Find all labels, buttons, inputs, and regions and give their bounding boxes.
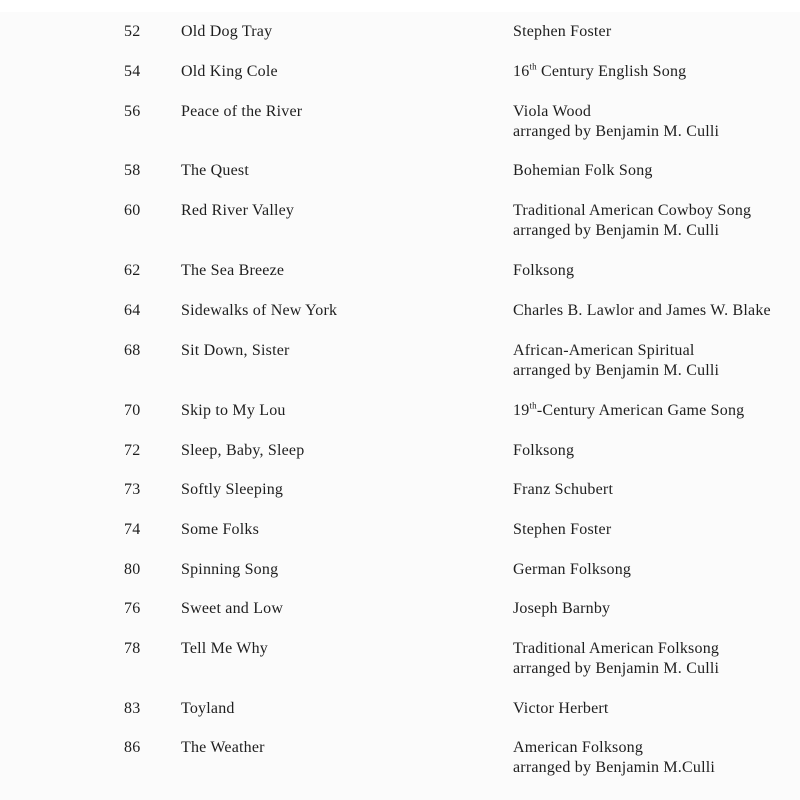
song-credit <box>513 401 744 421</box>
credit-line: African-American Spiritual <box>513 342 695 359</box>
song-title: Red River Valley <box>181 202 295 219</box>
credit-line: Stephen Foster <box>513 521 612 538</box>
song-title: The Quest <box>181 162 250 179</box>
song-credit <box>513 520 611 540</box>
credit-text: -Century American Game Song <box>536 402 745 419</box>
credit-number: 19 <box>513 402 530 419</box>
credit-line <box>513 401 744 421</box>
credit-line: Franz Schubert <box>513 481 614 498</box>
song-credit <box>513 480 613 500</box>
credit-number: 16 <box>513 63 530 80</box>
song-credit <box>513 560 631 580</box>
page-number: 76 <box>124 600 141 617</box>
page-number: 68 <box>124 342 141 359</box>
song-credit <box>513 441 574 461</box>
page-number: 62 <box>124 262 141 279</box>
credit-line: Stephen Foster <box>513 23 612 40</box>
song-credit <box>513 62 686 82</box>
song-title: Sidewalks of New York <box>181 302 338 319</box>
credit-line: Charles B. Lawlor and James W. Blake <box>513 302 771 319</box>
arranger-line: arranged by Benjamin M. Culli <box>513 362 720 379</box>
song-title: Toyland <box>181 700 235 717</box>
page-number: 60 <box>124 202 141 219</box>
arranger-line: arranged by Benjamin M. Culli <box>513 222 720 239</box>
ordinal-suffix: th <box>529 400 537 411</box>
page-number: 78 <box>124 640 141 657</box>
page-number: 80 <box>124 561 141 578</box>
page-number: 73 <box>124 481 141 498</box>
song-credit <box>513 341 719 381</box>
song-credit <box>513 738 715 778</box>
song-title: The Sea Breeze <box>181 262 285 279</box>
page-number: 64 <box>124 302 141 319</box>
song-title: Sit Down, Sister <box>181 342 290 359</box>
credit-line: Bohemian Folk Song <box>513 162 653 179</box>
credit-line <box>513 62 686 82</box>
song-title: Spinning Song <box>181 561 279 578</box>
credit-line: Traditional American Cowboy Song <box>513 202 752 219</box>
song-title: Old Dog Tray <box>181 23 273 40</box>
song-credit <box>513 102 719 142</box>
song-credit <box>513 261 574 281</box>
credit-line: Folksong <box>513 262 575 279</box>
credit-line: German Folksong <box>513 561 632 578</box>
song-title: Sleep, Baby, Sleep <box>181 442 305 459</box>
song-title: Peace of the River <box>181 103 303 120</box>
song-credit <box>513 22 611 42</box>
credit-line: American Folksong <box>513 739 644 756</box>
song-title: Skip to My Lou <box>181 402 286 419</box>
page-number: 86 <box>124 739 141 756</box>
page-number: 72 <box>124 442 141 459</box>
top-margin <box>0 0 800 12</box>
page-number: 58 <box>124 162 141 179</box>
credit-line: Folksong <box>513 442 575 459</box>
song-title: Old King Cole <box>181 63 278 80</box>
page-number: 52 <box>124 23 141 40</box>
arranger-line: arranged by Benjamin M.Culli <box>513 759 716 776</box>
song-title: Sweet and Low <box>181 600 284 617</box>
arranger-line: arranged by Benjamin M. Culli <box>513 123 720 140</box>
page-number: 56 <box>124 103 141 120</box>
page-number: 70 <box>124 402 141 419</box>
song-credit <box>513 161 653 181</box>
song-credit <box>513 599 610 619</box>
page-number: 83 <box>124 700 141 717</box>
song-title: Softly Sleeping <box>181 481 284 498</box>
credit-line: Traditional American Folksong <box>513 640 720 657</box>
page-number: 54 <box>124 63 141 80</box>
song-credit <box>513 699 609 719</box>
credit-line: Joseph Barnby <box>513 600 611 617</box>
ordinal-suffix: th <box>529 61 537 72</box>
song-credit <box>513 301 771 321</box>
song-title: The Weather <box>181 739 265 756</box>
credit-line: Viola Wood <box>513 103 592 120</box>
credit-line: Victor Herbert <box>513 700 609 717</box>
song-title: Tell Me Why <box>181 640 268 657</box>
song-title: Some Folks <box>181 521 260 538</box>
arranger-line: arranged by Benjamin M. Culli <box>513 660 720 677</box>
page-number: 74 <box>124 521 141 538</box>
credit-text: Century English Song <box>536 63 687 80</box>
song-credit <box>513 639 719 679</box>
song-credit <box>513 201 751 241</box>
